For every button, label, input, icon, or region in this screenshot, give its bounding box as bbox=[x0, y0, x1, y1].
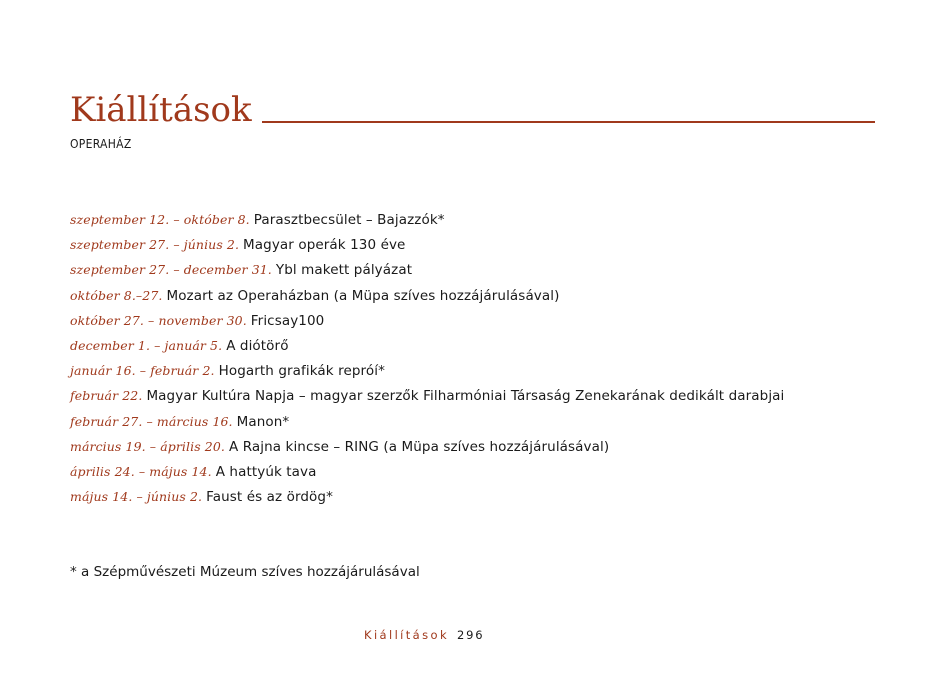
event-title: A diótörő bbox=[226, 337, 289, 354]
page-footer bbox=[364, 628, 484, 642]
event-title: Manon* bbox=[236, 413, 290, 430]
event-item bbox=[70, 386, 890, 411]
event-list bbox=[70, 210, 890, 512]
event-date: február 27. – március 16. bbox=[70, 413, 233, 429]
event-title: Parasztbecsület – Bajazzók* bbox=[253, 212, 445, 228]
page-title: Kiállítások bbox=[70, 90, 252, 130]
event-item bbox=[70, 487, 890, 512]
page-header bbox=[70, 90, 875, 130]
event-title: Fricsay100 bbox=[250, 312, 325, 329]
page-number: 296 bbox=[457, 628, 485, 642]
event-title: Faust és az ördög* bbox=[206, 489, 333, 506]
event-title: Hogarth grafikák repróí* bbox=[218, 363, 385, 380]
event-item bbox=[70, 260, 890, 285]
event-item bbox=[70, 412, 890, 437]
event-date: szeptember 27. – december 31. bbox=[70, 262, 272, 278]
event-date: október 8.–27. bbox=[70, 287, 163, 303]
event-date: március 19. – április 20. bbox=[70, 438, 225, 454]
event-date: szeptember 12. – október 8. bbox=[70, 212, 250, 227]
event-date: december 1. – január 5. bbox=[70, 337, 223, 353]
footer-section-label: Kiállítások bbox=[364, 628, 450, 642]
footnote: * a Szépművészeti Múzeum szíves hozzájárulásával bbox=[70, 564, 420, 580]
event-title: Ybl makett pályázat bbox=[275, 262, 413, 279]
event-title: Magyar operák 130 éve bbox=[243, 237, 406, 254]
event-date: április 24. – május 14. bbox=[70, 463, 212, 479]
event-title: A hattyúk tava bbox=[215, 463, 317, 480]
event-item bbox=[70, 462, 890, 487]
page-subtitle: OPERAHÁZ bbox=[70, 137, 132, 151]
event-item bbox=[70, 311, 890, 336]
event-date: január 16. – február 2. bbox=[70, 363, 215, 379]
event-date: május 14. – június 2. bbox=[70, 489, 203, 505]
event-title: A Rajna kincse – RING (a Müpa szíves hozzájárulásával) bbox=[228, 438, 610, 455]
event-item bbox=[70, 235, 890, 260]
event-date: február 22. bbox=[70, 388, 143, 404]
event-item bbox=[70, 437, 890, 462]
event-item bbox=[70, 210, 890, 235]
event-item bbox=[70, 336, 890, 361]
event-title: Mozart az Operaházban (a Müpa szíves hozzájárulásával) bbox=[166, 287, 560, 304]
event-date: október 27. – november 30. bbox=[70, 312, 247, 328]
event-date: szeptember 27. – június 2. bbox=[70, 237, 240, 253]
title-rule bbox=[262, 121, 875, 123]
event-item bbox=[70, 286, 890, 311]
event-item bbox=[70, 361, 890, 386]
event-title: Magyar Kultúra Napja – magyar szerzők Filharmóniai Társaság Zenekarának dedikált darabjai bbox=[146, 388, 785, 405]
